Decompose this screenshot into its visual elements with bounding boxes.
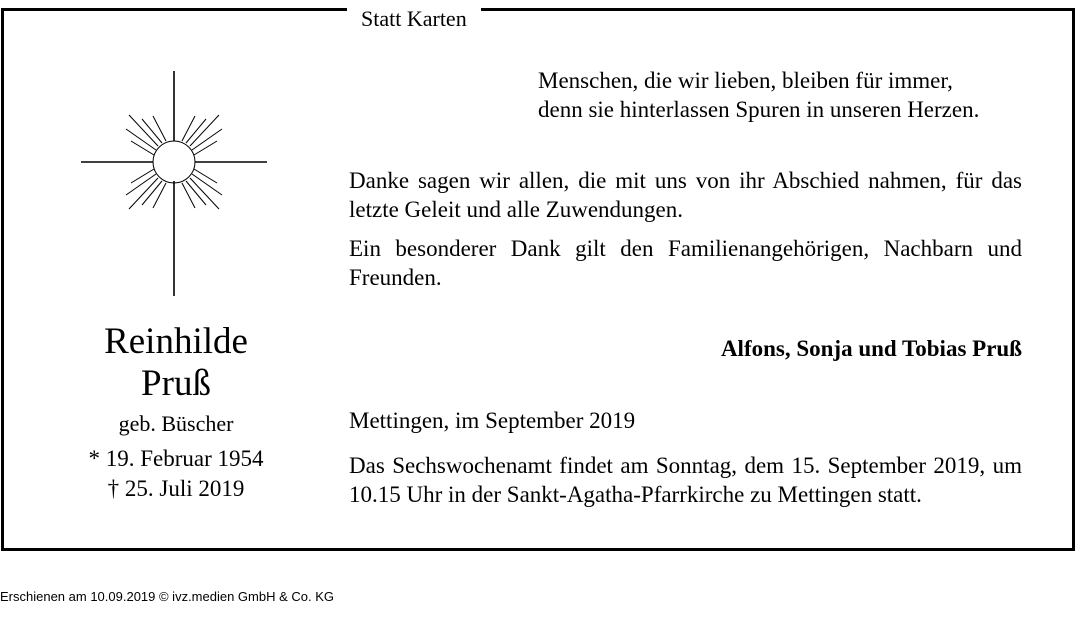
deceased-info — [76, 321, 276, 504]
deceased-maiden-name: geb. Büscher — [118, 411, 234, 436]
death-date: † 25. Juli 2019 — [107, 476, 245, 501]
notice-header-label: Statt Karten — [347, 8, 481, 30]
deceased-last-name: Pruß — [141, 363, 211, 404]
quote-line: Menschen, die wir lieben, bleiben für immer, — [538, 68, 953, 93]
signers: Alfons, Sonja und Tobias Pruß — [720, 336, 1022, 361]
memorial-quote — [538, 66, 1038, 124]
deceased-first-name: Reinhilde — [104, 321, 248, 362]
special-thanks-paragraph: Ein besonderer Dank gilt den Familienangehörigen, Nachbarn und Freunden. — [349, 236, 1022, 290]
birth-date: * 19. Februar 1954 — [88, 446, 264, 471]
place-date: Mettingen, im September 2019 — [349, 408, 636, 433]
thanks-paragraph: Danke sagen wir allen, die mit uns von ihr Abschied nahmen, für das letzte Geleit und alle Zuwendungen. — [349, 168, 1022, 222]
cross-star-icon — [79, 71, 269, 301]
publication-note: Erschienen am 10.09.2019 © ivz.medien GmbH & Co. KG — [0, 589, 335, 604]
obituary-notice — [1, 8, 1075, 551]
quote-line: denn sie hinterlassen Spuren in unseren Herzen. — [538, 97, 980, 122]
service-info: Das Sechswochenamt findet am Sonntag, dem 15. September 2019, um 10.15 Uhr in der Sankt-Agatha-Pfarrkirche zu Mettingen statt. — [349, 453, 1022, 507]
